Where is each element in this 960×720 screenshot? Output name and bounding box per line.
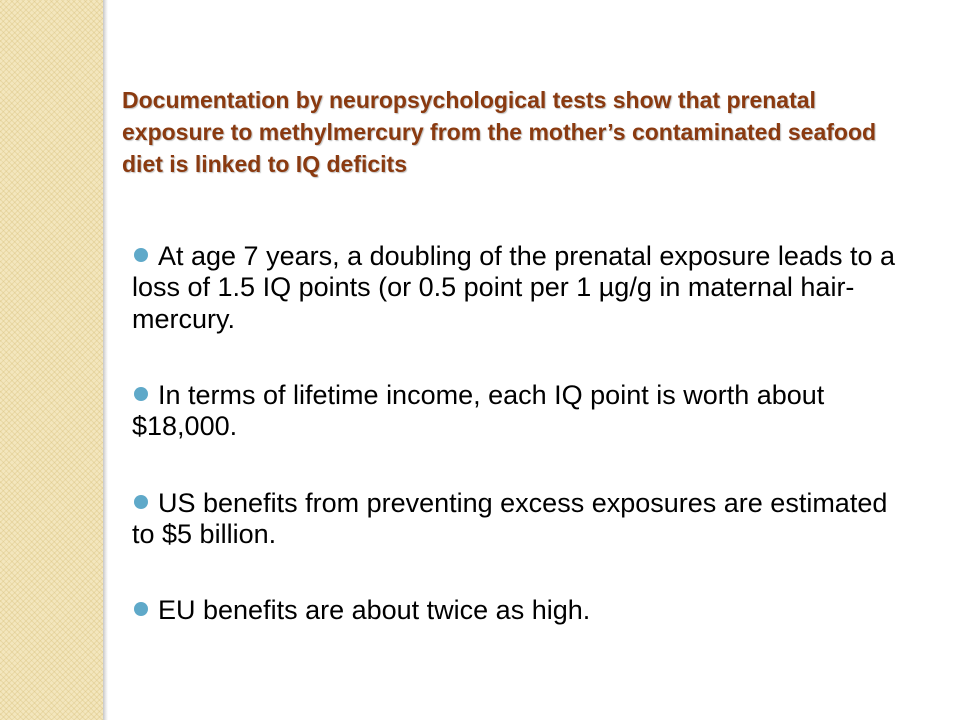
bullet-text: At age 7 years, a doubling of the prenatal exposure leads to a loss of 1.5 IQ points (or 0.5 point per 1 µg/g in maternal hair-mercury. (132, 241, 896, 334)
decorative-sidebar (0, 0, 103, 720)
bullet-text: EU benefits are about twice as high. (158, 595, 591, 626)
bullet-item (132, 488, 902, 551)
bullet-item (132, 595, 902, 626)
bullet-marker-icon (134, 602, 148, 616)
sidebar-shadow (103, 0, 108, 720)
bullet-marker-icon (134, 248, 148, 262)
bullet-marker-icon (134, 387, 148, 401)
bullet-list (132, 241, 902, 672)
bullet-text: US benefits from preventing excess exposures are estimated to $5 billion. (132, 487, 888, 549)
bullet-text: In terms of lifetime income, each IQ point is worth about $18,000. (132, 379, 825, 442)
bullet-item (132, 380, 902, 443)
slide-title: Documentation by neuropsychological tests show that prenatal exposure to methylmercury from the mother’s contaminated seafood diet is linked to IQ deficits (122, 87, 877, 178)
bullet-item (132, 241, 902, 335)
bullet-marker-icon (134, 495, 148, 509)
